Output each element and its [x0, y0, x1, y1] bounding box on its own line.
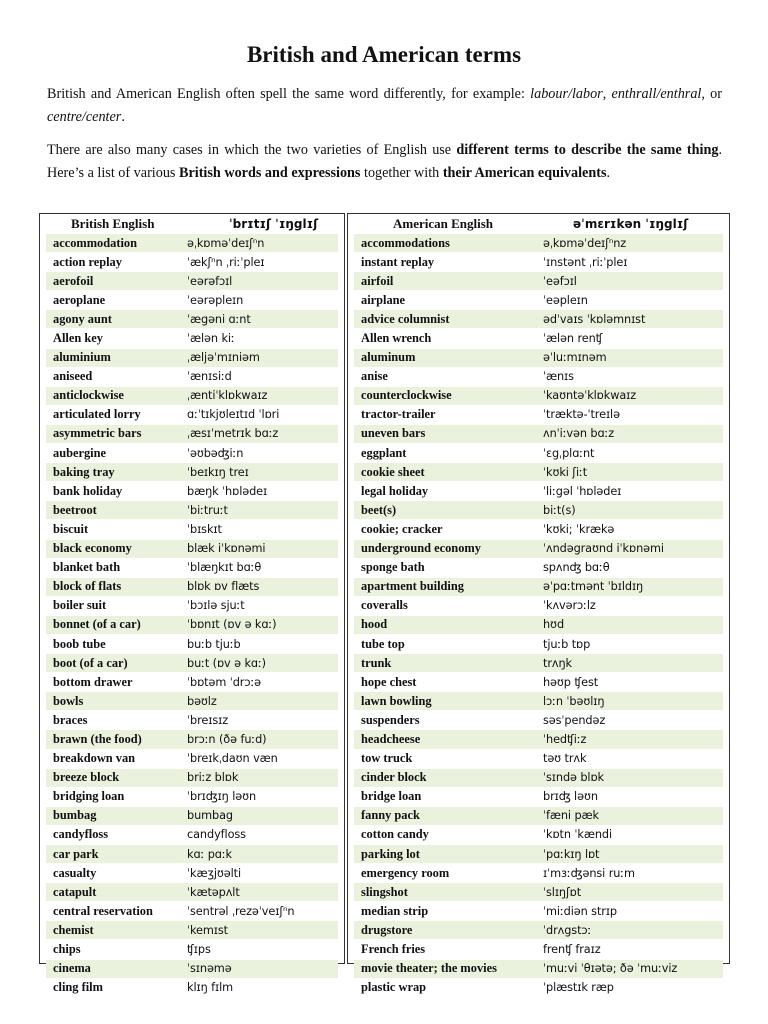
- table-row: [46, 807, 338, 826]
- term: block of flats: [53, 579, 122, 594]
- term: coveralls: [361, 598, 408, 613]
- term: boob tube: [53, 636, 106, 651]
- pronunciation: ˈplæstɪk ræp: [543, 981, 614, 995]
- pronunciation: ˈpɑːkɪŋ lɒt: [543, 847, 600, 861]
- table-row: [354, 807, 723, 826]
- pronunciation: ˈɛgˌplɑːnt: [543, 446, 595, 460]
- pronunciation: ˈeəpleɪn: [543, 293, 588, 307]
- term: chemist: [53, 922, 94, 937]
- table-row: [46, 960, 338, 979]
- table-row: [354, 597, 723, 616]
- table-row: [354, 520, 723, 539]
- term: accommodation: [53, 235, 137, 250]
- table-row: [354, 253, 723, 272]
- table-row: [46, 750, 338, 769]
- term: catapult: [53, 884, 97, 899]
- pronunciation: ˈsentrəl ˌrezəˈveɪʃⁿn: [187, 904, 295, 918]
- pronunciation: brɔːn (ðə fuːd): [187, 732, 267, 746]
- term: braces: [53, 712, 88, 727]
- pronunciation: ˈbrɪʤɪŋ ləʊn: [187, 790, 257, 804]
- pronunciation: təʊ trʌk: [543, 752, 587, 766]
- pronunciation: ˈkemɪst: [187, 923, 229, 937]
- pronunciation: ˈdrʌgstɔː: [543, 923, 592, 937]
- pronunciation: ˈtræktə-ˈtreɪlə: [543, 408, 620, 422]
- british-terms-table: [39, 213, 345, 995]
- table-row: [354, 960, 723, 979]
- pronunciation: buːt (ɒv ə kɑː): [187, 656, 266, 670]
- table-row: [46, 673, 338, 692]
- term: cling film: [53, 980, 103, 995]
- table-row: [46, 406, 338, 425]
- table-row: [354, 750, 723, 769]
- table-row: [46, 253, 338, 272]
- term: advice columnist: [361, 311, 450, 326]
- pronunciation: frenʧ fraɪz: [543, 943, 601, 957]
- intro-paragraph-2: [47, 139, 722, 185]
- term: bridging loan: [53, 789, 125, 804]
- term: drugstore: [361, 922, 413, 937]
- term: anise: [361, 369, 388, 384]
- term: accommodations: [361, 235, 450, 250]
- term: cookie sheet: [361, 464, 425, 479]
- pronunciation: blæk iˈkɒnəmi: [187, 542, 266, 556]
- table-row: [354, 979, 723, 998]
- pronunciation: hʊd: [543, 618, 565, 632]
- term: boot (of a car): [53, 655, 128, 670]
- pronunciation: spʌnʤ bɑːθ: [543, 561, 610, 575]
- table-row: [354, 692, 723, 711]
- pronunciation: biːt(s): [543, 503, 576, 517]
- term: tube top: [361, 636, 405, 651]
- pronunciation: ˈslɪŋʃɒt: [543, 885, 582, 899]
- term: lawn bowling: [361, 693, 432, 708]
- american-header: American English: [393, 216, 494, 231]
- term: median strip: [361, 903, 429, 918]
- table-row: [354, 826, 723, 845]
- pronunciation: buːb tjuːb: [187, 637, 241, 651]
- table-row: [354, 616, 723, 635]
- pronunciation: ˈhedʧiːz: [543, 732, 587, 746]
- pronunciation: ˈægəni ɑːnt: [187, 312, 251, 326]
- pronunciation: lɔːn ˈbəʊlɪŋ: [543, 694, 605, 708]
- table-row: [354, 673, 723, 692]
- term: car park: [53, 846, 99, 861]
- british-header-ipa: ˈbrɪtɪʃ ˈɪŋglɪʃ: [229, 217, 319, 231]
- table-row: [46, 788, 338, 807]
- pronunciation: ˈbreɪkˌdaʊn væn: [187, 752, 278, 766]
- pronunciation: ˈblæŋkɪt bɑːθ: [187, 561, 262, 575]
- term: tow truck: [361, 751, 413, 766]
- table-row: [354, 368, 723, 387]
- table-row: [354, 425, 723, 444]
- term: slingshot: [361, 884, 408, 899]
- term: underground economy: [361, 541, 481, 556]
- table-row: [46, 291, 338, 310]
- term: Allen key: [53, 331, 103, 346]
- term: fanny pack: [361, 808, 420, 823]
- table-row: [46, 845, 338, 864]
- table-row: [354, 654, 723, 673]
- term: bottom drawer: [53, 674, 133, 689]
- pronunciation: həʊp ʧest: [543, 675, 599, 689]
- pronunciation: briːz blɒk: [187, 771, 239, 785]
- table-row: [354, 501, 723, 520]
- term: tractor-trailer: [361, 407, 436, 422]
- table-row: [354, 864, 723, 883]
- pronunciation: ˌæsɪˈmetrɪk bɑːz: [187, 427, 279, 441]
- table-row: [46, 520, 338, 539]
- table-row: [354, 730, 723, 749]
- intro-text: .: [606, 165, 611, 181]
- term: apartment building: [361, 579, 464, 594]
- term: breakdown van: [53, 751, 136, 766]
- term: suspenders: [361, 712, 420, 727]
- table-row: [354, 883, 723, 902]
- pronunciation: əˈpɑːtmənt ˈbɪldɪŋ: [543, 580, 644, 594]
- pronunciation: ˈbiːtruːt: [187, 503, 228, 517]
- table-row: [46, 597, 338, 616]
- american-rows: [348, 234, 729, 998]
- pronunciation: ˈeəfɔɪl: [543, 274, 577, 288]
- term: sponge bath: [361, 560, 425, 575]
- table-row: [46, 578, 338, 597]
- term: uneven bars: [361, 426, 426, 441]
- term: cotton candy: [361, 827, 429, 842]
- term: parking lot: [361, 846, 420, 861]
- table-row: [354, 406, 723, 425]
- table-row: [354, 902, 723, 921]
- pronunciation: ˈmiːdiən strɪp: [543, 904, 617, 918]
- intro-paragraph-1: [47, 83, 722, 129]
- table-row: [46, 463, 338, 482]
- pronunciation: ˌæljəˈmɪniəm: [187, 351, 260, 365]
- term: casualty: [53, 865, 97, 880]
- table-row: [46, 425, 338, 444]
- table-row: [354, 444, 723, 463]
- term: aluminium: [53, 350, 111, 365]
- term: anticlockwise: [53, 388, 124, 403]
- pronunciation: ˈænɪs: [543, 370, 574, 384]
- term: movie theater; the movies: [361, 961, 497, 976]
- example-spelling: enthrall/enthral: [611, 86, 702, 102]
- pronunciation: ˈʌndəgraʊnd iˈkɒnəmi: [543, 542, 664, 556]
- term: blanket bath: [53, 560, 121, 575]
- pronunciation: əˈluːmɪnəm: [543, 351, 607, 365]
- pronunciation: əˌkɒməˈdeɪʃⁿnz: [543, 236, 627, 250]
- term: action replay: [53, 254, 122, 269]
- term: plastic wrap: [361, 980, 427, 995]
- table-row: [46, 310, 338, 329]
- pronunciation: trʌŋk: [543, 656, 572, 670]
- table-row: [354, 788, 723, 807]
- table-row: [46, 635, 338, 654]
- pronunciation: ˈbɪskɪt: [187, 522, 222, 536]
- pronunciation: ˈeərəfɔɪl: [187, 274, 233, 288]
- pronunciation: ˈmuːvi ˈθɪətə; ðə ˈmuːviz: [543, 962, 678, 976]
- table-header: [348, 214, 729, 234]
- term: asymmetric bars: [53, 426, 142, 441]
- term: bank holiday: [53, 483, 123, 498]
- table-row: [46, 692, 338, 711]
- intro-text: together with: [360, 165, 443, 181]
- pronunciation: səsˈpendəz: [543, 713, 606, 727]
- table-row: [354, 940, 723, 959]
- pronunciation: ɪˈmɜːʤənsi ruːm: [543, 866, 635, 880]
- table-row: [46, 979, 338, 998]
- term: counterclockwise: [361, 388, 452, 403]
- table-row: [46, 482, 338, 501]
- term: bumbag: [53, 808, 97, 823]
- term: bowls: [53, 693, 84, 708]
- table-row: [46, 387, 338, 406]
- pronunciation: klɪŋ fɪlm: [187, 981, 234, 995]
- pronunciation: ˈliːgəl ˈhɒlədeɪ: [543, 484, 622, 498]
- table-row: [354, 272, 723, 291]
- term: central reservation: [53, 903, 153, 918]
- term: airplane: [361, 292, 406, 307]
- table-row: [354, 921, 723, 940]
- term: headcheese: [361, 731, 421, 746]
- table-row: [46, 654, 338, 673]
- term: cookie; cracker: [361, 521, 443, 536]
- table-row: [46, 711, 338, 730]
- term: beet(s): [361, 502, 397, 517]
- pronunciation: ˈækʃⁿn ˌriːˈpleɪ: [187, 255, 265, 269]
- american-terms-table: [347, 213, 730, 995]
- table-row: [354, 711, 723, 730]
- pronunciation: ˈbɒtəm ˈdrɔːə: [187, 675, 262, 689]
- table-row: [46, 921, 338, 940]
- term: agony aunt: [53, 311, 112, 326]
- pronunciation: ˈbeɪkɪŋ treɪ: [187, 465, 249, 479]
- table-row: [354, 482, 723, 501]
- table-row: [354, 635, 723, 654]
- term: articulated lorry: [53, 407, 141, 422]
- pronunciation: blɒk ɒv flæts: [187, 580, 260, 594]
- american-header-ipa: əˈmɛrɪkən ˈɪŋglɪʃ: [573, 217, 689, 231]
- table-row: [354, 234, 723, 253]
- table-row: [354, 540, 723, 559]
- british-rows: [40, 234, 344, 998]
- pronunciation: ˈkæʒjʊəlti: [187, 866, 242, 880]
- term: baking tray: [53, 464, 115, 479]
- pronunciation: ˈbreɪsɪz: [187, 713, 229, 727]
- pronunciation: candyfloss: [187, 828, 246, 842]
- table-row: [46, 883, 338, 902]
- table-row: [46, 730, 338, 749]
- term: hope chest: [361, 674, 417, 689]
- term: Allen wrench: [361, 331, 432, 346]
- term: eggplant: [361, 445, 407, 460]
- table-row: [46, 234, 338, 253]
- pronunciation: kɑː pɑːk: [187, 847, 232, 861]
- term: legal holiday: [361, 483, 429, 498]
- pronunciation: ˈælən renʧ: [543, 332, 603, 346]
- table-row: [46, 769, 338, 788]
- table-row: [354, 559, 723, 578]
- pronunciation: ˈkʊki ʃiːt: [543, 465, 588, 479]
- table-row: [46, 501, 338, 520]
- table-row: [354, 769, 723, 788]
- example-spelling: centre/center: [47, 109, 122, 125]
- pronunciation: ɑːˈtɪkjʊleɪtɪd ˈlɒri: [187, 408, 280, 422]
- table-row: [46, 444, 338, 463]
- term: brawn (the food): [53, 731, 142, 746]
- pronunciation: brɪʤ ləʊn: [543, 790, 598, 804]
- pronunciation: tjuːb tɒp: [543, 637, 591, 651]
- term: aeroplane: [53, 292, 106, 307]
- pronunciation: ˈælən kiː: [187, 332, 235, 346]
- table-row: [354, 349, 723, 368]
- term: bonnet (of a car): [53, 617, 141, 632]
- table-row: [354, 845, 723, 864]
- pronunciation: bumbag: [187, 809, 233, 823]
- intro-text: ,: [602, 86, 612, 102]
- term: beetroot: [53, 502, 97, 517]
- term: aniseed: [53, 369, 93, 384]
- table-row: [354, 463, 723, 482]
- pronunciation: ˈkætəpʌlt: [187, 885, 240, 899]
- term: chips: [53, 942, 81, 957]
- term: cinema: [53, 961, 91, 976]
- term: aluminum: [361, 350, 416, 365]
- intro-text: There are also many cases in which the two varieties of English use: [47, 142, 457, 158]
- british-header: British English: [71, 216, 155, 231]
- pronunciation: ˈænɪsiːd: [187, 370, 232, 384]
- pronunciation: ˈsɪndə blɒk: [543, 771, 604, 785]
- intro-emphasis: their American equivalents: [442, 165, 607, 181]
- term: aerofoil: [53, 273, 94, 288]
- pronunciation: bæŋk ˈhɒlədeɪ: [187, 484, 268, 498]
- table-row: [46, 368, 338, 387]
- term: black economy: [53, 541, 132, 556]
- pronunciation: ˈeərəpleɪn: [187, 293, 244, 307]
- intro-emphasis: British words and expressions: [179, 165, 361, 181]
- table-row: [46, 616, 338, 635]
- intro-text: , or: [701, 86, 723, 102]
- table-row: [46, 272, 338, 291]
- table-row: [46, 329, 338, 348]
- term: candyfloss: [53, 827, 109, 842]
- intro-text: .: [121, 109, 125, 125]
- pronunciation: ˈfæni pæk: [543, 809, 599, 823]
- pronunciation: ˈkaʊntəˈklɒkwaɪz: [543, 389, 637, 403]
- table-row: [46, 940, 338, 959]
- pronunciation: ˈkɒtn ˈkændi: [543, 828, 613, 842]
- pronunciation: ʌnˈiːvən bɑːz: [543, 427, 615, 441]
- pronunciation: ˈkʌvərɔːlz: [543, 599, 596, 613]
- term: French fries: [361, 942, 426, 957]
- pronunciation: əˌkɒməˈdeɪʃⁿn: [187, 236, 265, 250]
- intro-emphasis: different terms to describe the same thing: [456, 142, 719, 158]
- pronunciation: bəʊlz: [187, 694, 217, 708]
- intro-text: British and American English often spell the same word differently, for example:: [47, 86, 531, 102]
- table-row: [46, 826, 338, 845]
- example-spelling: labour/labor: [530, 86, 603, 102]
- pronunciation: ˈsɪnəmə: [187, 962, 232, 976]
- table-row: [46, 864, 338, 883]
- table-header: [40, 214, 344, 234]
- pronunciation: ˈbɔɪlə sjuːt: [187, 599, 245, 613]
- table-row: [354, 291, 723, 310]
- pronunciation: ˈkʊki; ˈkrækə: [543, 522, 615, 536]
- table-row: [354, 578, 723, 597]
- table-row: [354, 387, 723, 406]
- pronunciation: ˈɪnstənt ˌriːˈpleɪ: [543, 255, 628, 269]
- pronunciation: ˈəʊbəʤiːn: [187, 446, 244, 460]
- table-row: [354, 329, 723, 348]
- term: instant replay: [361, 254, 435, 269]
- term: biscuit: [53, 521, 89, 536]
- table-row: [354, 310, 723, 329]
- term: aubergine: [53, 445, 107, 460]
- term: airfoil: [361, 273, 394, 288]
- pronunciation: ˌæntiˈklɒkwaɪz: [187, 389, 268, 403]
- intro-text: . Here’s a list of various: [47, 142, 722, 181]
- term: emergency room: [361, 865, 450, 880]
- table-row: [46, 349, 338, 368]
- term: cinder block: [361, 770, 427, 785]
- pronunciation: ədˈvaɪs ˈkɒləmnɪst: [543, 312, 646, 326]
- table-row: [46, 540, 338, 559]
- term: boiler suit: [53, 598, 107, 613]
- pronunciation: ˈbɒnɪt (ɒv ə kɑː): [187, 618, 277, 632]
- table-row: [46, 559, 338, 578]
- pronunciation: ʧɪps: [187, 943, 211, 957]
- term: bridge loan: [361, 789, 422, 804]
- term: breeze block: [53, 770, 120, 785]
- table-row: [46, 902, 338, 921]
- term: hood: [361, 617, 388, 632]
- page-title: British and American terms: [246, 42, 522, 67]
- term: trunk: [361, 655, 392, 670]
